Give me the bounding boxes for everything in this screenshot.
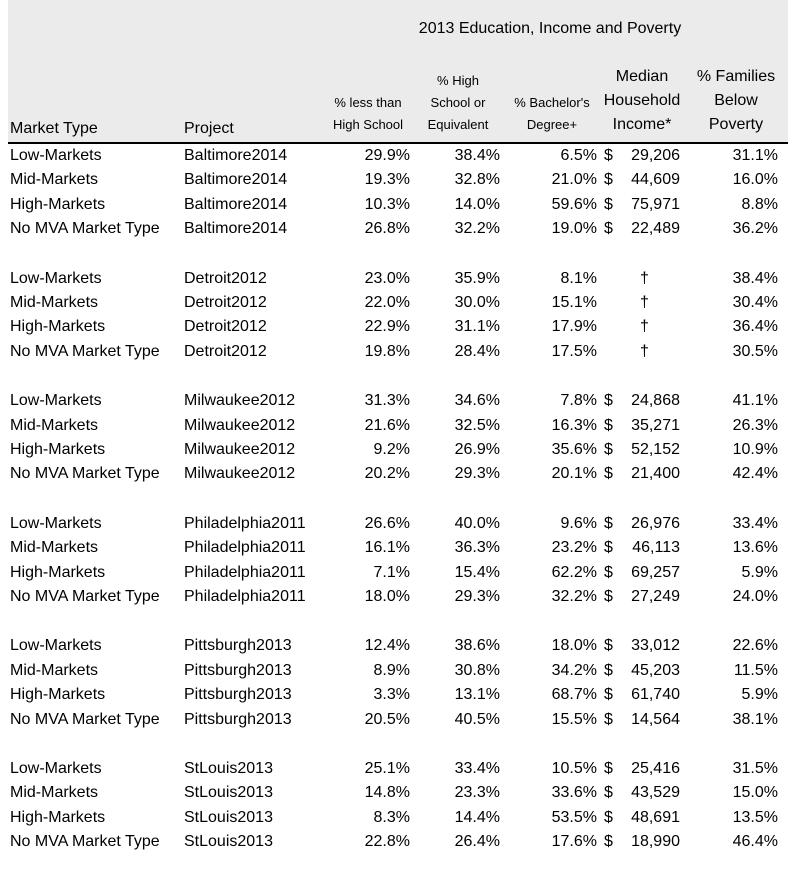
cell-dollar-sign: $: [604, 195, 613, 213]
cell-dollar-sign: $: [604, 760, 613, 777]
cell-market-type: High-Markets: [10, 318, 106, 336]
table-row: [0, 781, 800, 805]
cell-hs: 23.3%: [454, 784, 500, 802]
cell-bachelors: 59.6%: [551, 195, 597, 213]
cell-poverty: 10.9%: [732, 441, 778, 458]
cell-dollar-sign: $: [604, 441, 613, 458]
cell-poverty: 13.6%: [732, 539, 778, 557]
cell-income: 61,740: [631, 686, 680, 704]
cell-income: 18,990: [631, 833, 680, 851]
cell-poverty: 38.4%: [732, 269, 778, 287]
table-row: [0, 389, 800, 413]
table-row: [0, 757, 800, 781]
cell-market-type: Low-Markets: [10, 637, 102, 655]
table-row: [0, 585, 800, 609]
cell-less-hs: 12.4%: [364, 637, 410, 655]
header-project: Project: [184, 120, 234, 137]
cell-dollar-sign: $: [604, 220, 613, 238]
cell-dollar-sign: $: [604, 171, 613, 189]
cell-hs: 33.4%: [454, 760, 500, 777]
cell-market-type: High-Markets: [10, 808, 106, 826]
table-title: 2013 Education, Income and Poverty: [418, 20, 682, 37]
cell-project: Baltimore2014: [184, 171, 288, 189]
cell-market-type: Mid-Markets: [10, 294, 99, 311]
cell-hs: 38.6%: [454, 637, 500, 655]
cell-project: Milwaukee2012: [184, 392, 296, 410]
cell-poverty: 15.0%: [732, 784, 778, 802]
cell-dollar-sign: $: [604, 686, 613, 704]
cell-poverty: 24.0%: [732, 588, 778, 605]
cell-project: Baltimore2014: [184, 195, 288, 213]
table-row: [0, 414, 800, 438]
cell-project: StLouis2013: [184, 784, 273, 802]
cell-hs: 40.5%: [454, 710, 500, 728]
cell-bachelors: 34.2%: [551, 661, 597, 679]
table-row: [0, 144, 800, 168]
cell-project: Milwaukee2012: [184, 465, 296, 483]
cell-dollar-sign: $: [604, 637, 613, 655]
cell-bachelors: 17.9%: [551, 318, 597, 336]
cell-hs: 31.1%: [454, 318, 500, 336]
cell-project: Detroit2012: [184, 294, 267, 311]
cell-poverty: 26.3%: [732, 416, 778, 434]
table-row: [0, 561, 800, 585]
cell-less-hs: 22.9%: [364, 318, 410, 336]
cell-less-hs: 29.9%: [364, 147, 410, 164]
table-row: [0, 806, 800, 830]
cell-market-type: Mid-Markets: [10, 784, 99, 802]
cell-project: StLouis2013: [184, 808, 273, 826]
cell-project: Detroit2012: [184, 269, 267, 287]
cell-dollar-sign: $: [604, 416, 613, 434]
cell-income-dagger: †: [640, 294, 649, 311]
cell-bachelors: 6.5%: [560, 147, 597, 164]
cell-less-hs: 9.2%: [373, 441, 410, 458]
cell-market-type: No MVA Market Type: [10, 220, 160, 238]
cell-less-hs: 25.1%: [364, 760, 410, 777]
cell-poverty: 30.4%: [732, 294, 778, 311]
cell-hs: 36.3%: [454, 539, 500, 557]
cell-poverty: 38.1%: [732, 710, 778, 728]
cell-less-hs: 26.8%: [364, 220, 410, 238]
cell-market-type: No MVA Market Type: [10, 588, 160, 605]
cell-poverty: 5.9%: [741, 686, 778, 704]
table-row: [0, 315, 800, 339]
header-poverty-line2: Below: [714, 92, 758, 109]
cell-poverty: 11.5%: [733, 661, 778, 679]
table-row: [0, 291, 800, 315]
cell-less-hs: 10.3%: [364, 195, 410, 213]
cell-hs: 13.1%: [454, 686, 500, 704]
cell-less-hs: 23.0%: [364, 269, 410, 287]
cell-hs: 32.8%: [454, 171, 500, 189]
cell-less-hs: 8.9%: [373, 661, 410, 679]
cell-project: Philadelphia2011: [184, 514, 306, 532]
header-hs-line2: School or: [430, 95, 486, 110]
cell-dollar-sign: $: [604, 147, 613, 164]
cell-bachelors: 17.6%: [551, 833, 597, 851]
cell-poverty: 36.4%: [732, 318, 778, 336]
cell-less-hs: 22.0%: [364, 294, 410, 311]
cell-less-hs: 19.3%: [364, 171, 410, 189]
cell-project: Philadelphia2011: [184, 539, 306, 557]
cell-market-type: No MVA Market Type: [10, 710, 160, 728]
cell-hs: 29.3%: [454, 588, 500, 605]
table-row: [0, 438, 800, 462]
cell-hs: 38.4%: [454, 147, 500, 164]
cell-market-type: No MVA Market Type: [10, 342, 160, 360]
cell-project: Baltimore2014: [184, 147, 288, 164]
cell-bachelors: 8.1%: [560, 269, 597, 287]
cell-market-type: Low-Markets: [10, 392, 102, 410]
cell-less-hs: 8.3%: [373, 808, 410, 826]
cell-bachelors: 62.2%: [551, 563, 597, 581]
cell-income: 48,691: [631, 808, 680, 826]
cell-bachelors: 23.2%: [551, 539, 597, 557]
cell-project: StLouis2013: [184, 760, 273, 777]
cell-bachelors: 53.5%: [551, 808, 597, 826]
cell-market-type: No MVA Market Type: [10, 465, 160, 483]
cell-income: 27,249: [631, 588, 680, 605]
cell-income: 43,529: [631, 784, 680, 802]
cell-poverty: 16.0%: [732, 171, 778, 189]
cell-hs: 35.9%: [454, 269, 500, 287]
cell-project: Milwaukee2012: [184, 416, 296, 434]
cell-hs: 30.0%: [454, 294, 500, 311]
header-less-hs: [322, 92, 414, 136]
cell-project: Pittsburgh2013: [184, 686, 292, 704]
header-bachelors-line2: Degree+: [526, 117, 578, 132]
cell-income: 26,976: [631, 514, 680, 532]
cell-project: Milwaukee2012: [184, 441, 296, 458]
cell-dollar-sign: $: [604, 710, 613, 728]
cell-dollar-sign: $: [604, 588, 613, 605]
cell-market-type: High-Markets: [10, 195, 106, 213]
header-less-hs-line1: % less than: [334, 95, 402, 110]
header-bachelors-line1: % Bachelor's: [514, 95, 590, 110]
header-poverty: [688, 65, 784, 137]
table-row: [0, 708, 800, 732]
cell-poverty: 42.4%: [732, 465, 778, 483]
table-row: [0, 217, 800, 241]
cell-project: Detroit2012: [184, 318, 267, 336]
cell-less-hs: 14.8%: [364, 784, 410, 802]
cell-income: 52,152: [631, 441, 680, 458]
table-row: [0, 536, 800, 560]
cell-project: Baltimore2014: [184, 220, 288, 238]
cell-income: 22,489: [631, 220, 680, 238]
cell-less-hs: 20.5%: [364, 710, 410, 728]
cell-hs: 29.3%: [454, 465, 500, 483]
cell-dollar-sign: $: [604, 808, 613, 826]
cell-poverty: 36.2%: [732, 220, 778, 238]
cell-income: 24,868: [631, 392, 680, 410]
cell-project: Detroit2012: [184, 342, 267, 360]
table-row: [0, 512, 800, 536]
cell-market-type: Mid-Markets: [10, 661, 99, 679]
cell-dollar-sign: $: [604, 563, 613, 581]
cell-less-hs: 31.3%: [364, 392, 410, 410]
cell-market-type: Low-Markets: [10, 269, 102, 287]
cell-bachelors: 32.2%: [551, 588, 597, 605]
table-row: [0, 168, 800, 192]
cell-project: Pittsburgh2013: [184, 710, 292, 728]
cell-project: Pittsburgh2013: [184, 661, 292, 679]
cell-less-hs: 20.2%: [364, 465, 410, 483]
cell-bachelors: 20.1%: [551, 465, 597, 483]
cell-poverty: 22.6%: [732, 637, 778, 655]
cell-hs: 26.4%: [454, 833, 500, 851]
cell-dollar-sign: $: [604, 392, 613, 410]
table-row: [0, 683, 800, 707]
cell-less-hs: 16.1%: [364, 539, 410, 557]
cell-income: 25,416: [631, 760, 680, 777]
cell-poverty: 13.5%: [732, 808, 778, 826]
cell-poverty: 41.1%: [732, 392, 778, 410]
header-bachelors: [504, 92, 600, 136]
table-row: [0, 830, 800, 854]
header-income: [596, 65, 688, 137]
cell-project: Philadelphia2011: [184, 588, 306, 605]
header-income-line2: Household: [603, 92, 681, 109]
cell-market-type: Low-Markets: [10, 760, 102, 777]
cell-income: 29,206: [631, 147, 680, 164]
cell-less-hs: 19.8%: [364, 342, 410, 360]
cell-less-hs: 26.6%: [364, 514, 410, 532]
cell-income: 33,012: [631, 637, 680, 655]
cell-income: 21,400: [631, 465, 680, 483]
cell-market-type: Mid-Markets: [10, 539, 99, 557]
cell-less-hs: 22.8%: [364, 833, 410, 851]
cell-poverty: 31.5%: [732, 760, 778, 777]
cell-bachelors: 17.5%: [551, 342, 597, 360]
cell-market-type: No MVA Market Type: [10, 833, 160, 851]
cell-dollar-sign: $: [604, 784, 613, 802]
header-hs-line3: Equivalent: [427, 117, 489, 132]
cell-hs: 34.6%: [454, 392, 500, 410]
table-row: [0, 462, 800, 486]
cell-income-dagger: †: [640, 269, 649, 287]
cell-dollar-sign: $: [604, 465, 613, 483]
cell-income: 75,971: [631, 195, 680, 213]
cell-income: 46,113: [632, 539, 680, 557]
cell-hs: 32.5%: [454, 416, 500, 434]
cell-market-type: Low-Markets: [10, 147, 102, 164]
cell-bachelors: 15.1%: [551, 294, 597, 311]
cell-bachelors: 16.3%: [551, 416, 597, 434]
cell-income: 44,609: [631, 171, 680, 189]
table-row: [0, 634, 800, 658]
header-income-line1: Median: [615, 68, 669, 85]
header-poverty-line1: % Families: [696, 68, 776, 85]
header-less-hs-line2: High School: [332, 117, 404, 132]
cell-poverty: 31.1%: [732, 147, 778, 164]
cell-market-type: Mid-Markets: [10, 416, 99, 434]
cell-bachelors: 35.6%: [551, 441, 597, 458]
cell-bachelors: 21.0%: [551, 171, 597, 189]
cell-less-hs: 21.6%: [364, 416, 410, 434]
cell-project: StLouis2013: [184, 833, 273, 851]
cell-market-type: High-Markets: [10, 441, 106, 458]
cell-less-hs: 3.3%: [373, 686, 410, 704]
cell-hs: 30.8%: [454, 661, 500, 679]
header-income-line3: Income*: [612, 116, 672, 133]
cell-income-dagger: †: [640, 318, 649, 336]
header-hs: [412, 70, 504, 136]
cell-hs: 40.0%: [454, 514, 500, 532]
cell-dollar-sign: $: [604, 661, 613, 679]
cell-hs: 14.4%: [454, 808, 500, 826]
table-row: [0, 340, 800, 364]
cell-income: 69,257: [631, 563, 680, 581]
cell-bachelors: 7.8%: [560, 392, 597, 410]
cell-dollar-sign: $: [604, 514, 613, 532]
cell-income: 45,203: [631, 661, 680, 679]
table-row: [0, 659, 800, 683]
cell-dollar-sign: $: [604, 833, 613, 851]
cell-bachelors: 15.5%: [551, 710, 597, 728]
cell-less-hs: 7.1%: [373, 563, 410, 581]
cell-bachelors: 33.6%: [551, 784, 597, 802]
header-hs-line1: % High: [437, 73, 479, 88]
cell-bachelors: 9.6%: [560, 514, 597, 532]
cell-market-type: Mid-Markets: [10, 171, 99, 189]
cell-project: Philadelphia2011: [184, 563, 306, 581]
cell-poverty: 46.4%: [732, 833, 778, 851]
header-market-type: Market Type: [10, 120, 98, 137]
cell-poverty: 8.8%: [741, 195, 778, 213]
cell-income: 35,271: [631, 416, 680, 434]
cell-income-dagger: †: [640, 342, 649, 360]
cell-bachelors: 19.0%: [551, 220, 597, 238]
cell-poverty: 33.4%: [732, 514, 778, 532]
cell-income: 14,564: [631, 710, 680, 728]
cell-market-type: High-Markets: [10, 686, 106, 704]
cell-hs: 32.2%: [454, 220, 500, 238]
cell-bachelors: 10.5%: [551, 760, 597, 777]
cell-hs: 14.0%: [454, 195, 500, 213]
cell-market-type: Low-Markets: [10, 514, 102, 532]
cell-less-hs: 18.0%: [364, 588, 410, 605]
header-poverty-line3: Poverty: [708, 116, 764, 133]
cell-market-type: High-Markets: [10, 563, 106, 581]
table-row: [0, 267, 800, 291]
cell-poverty: 5.9%: [741, 563, 778, 581]
cell-project: Pittsburgh2013: [184, 637, 292, 655]
table-row: [0, 193, 800, 217]
cell-bachelors: 68.7%: [551, 686, 597, 704]
cell-dollar-sign: $: [604, 539, 613, 557]
cell-hs: 28.4%: [454, 342, 500, 360]
cell-hs: 26.9%: [454, 441, 500, 458]
cell-bachelors: 18.0%: [551, 637, 597, 655]
cell-hs: 15.4%: [454, 563, 500, 581]
cell-poverty: 30.5%: [732, 342, 778, 360]
